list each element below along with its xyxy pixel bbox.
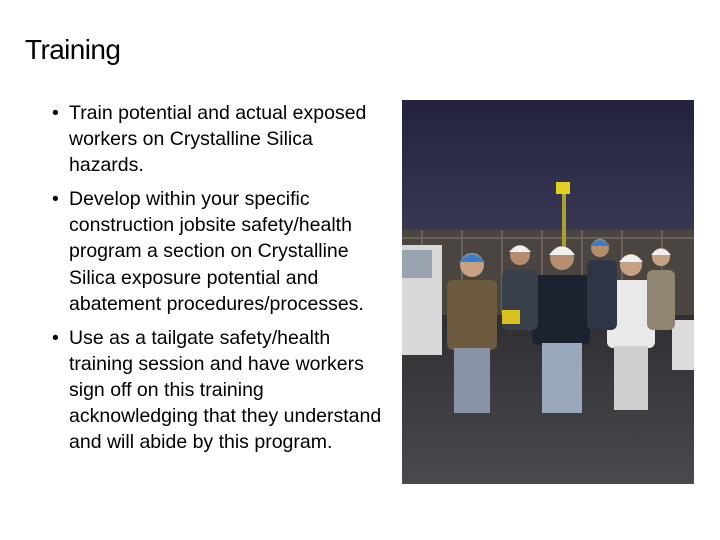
bullet-text: Develop within your specific construction jobsite safety/health program a section on Crystalline Silica exposure potential and abatement procedures/processes. xyxy=(69,188,364,315)
tailgate-training-photo xyxy=(402,100,694,484)
bullet-dot-icon: • xyxy=(52,102,59,124)
bullet-item xyxy=(52,325,392,455)
bullet-item xyxy=(52,186,392,316)
slide-title: Training xyxy=(25,34,121,65)
bullet-item xyxy=(52,100,392,178)
bullet-list xyxy=(52,100,392,463)
bullet-dot-icon: • xyxy=(52,326,59,349)
bullet-dot-icon: • xyxy=(52,188,59,211)
bullet-text: Use as a tailgate safety/health training session and have workers sign off on this training acknowledging that they understand and will abide by this program. xyxy=(69,326,382,454)
bullet-text: Train potential and actual exposed workers on Crystalline Silica hazards. xyxy=(69,102,367,177)
